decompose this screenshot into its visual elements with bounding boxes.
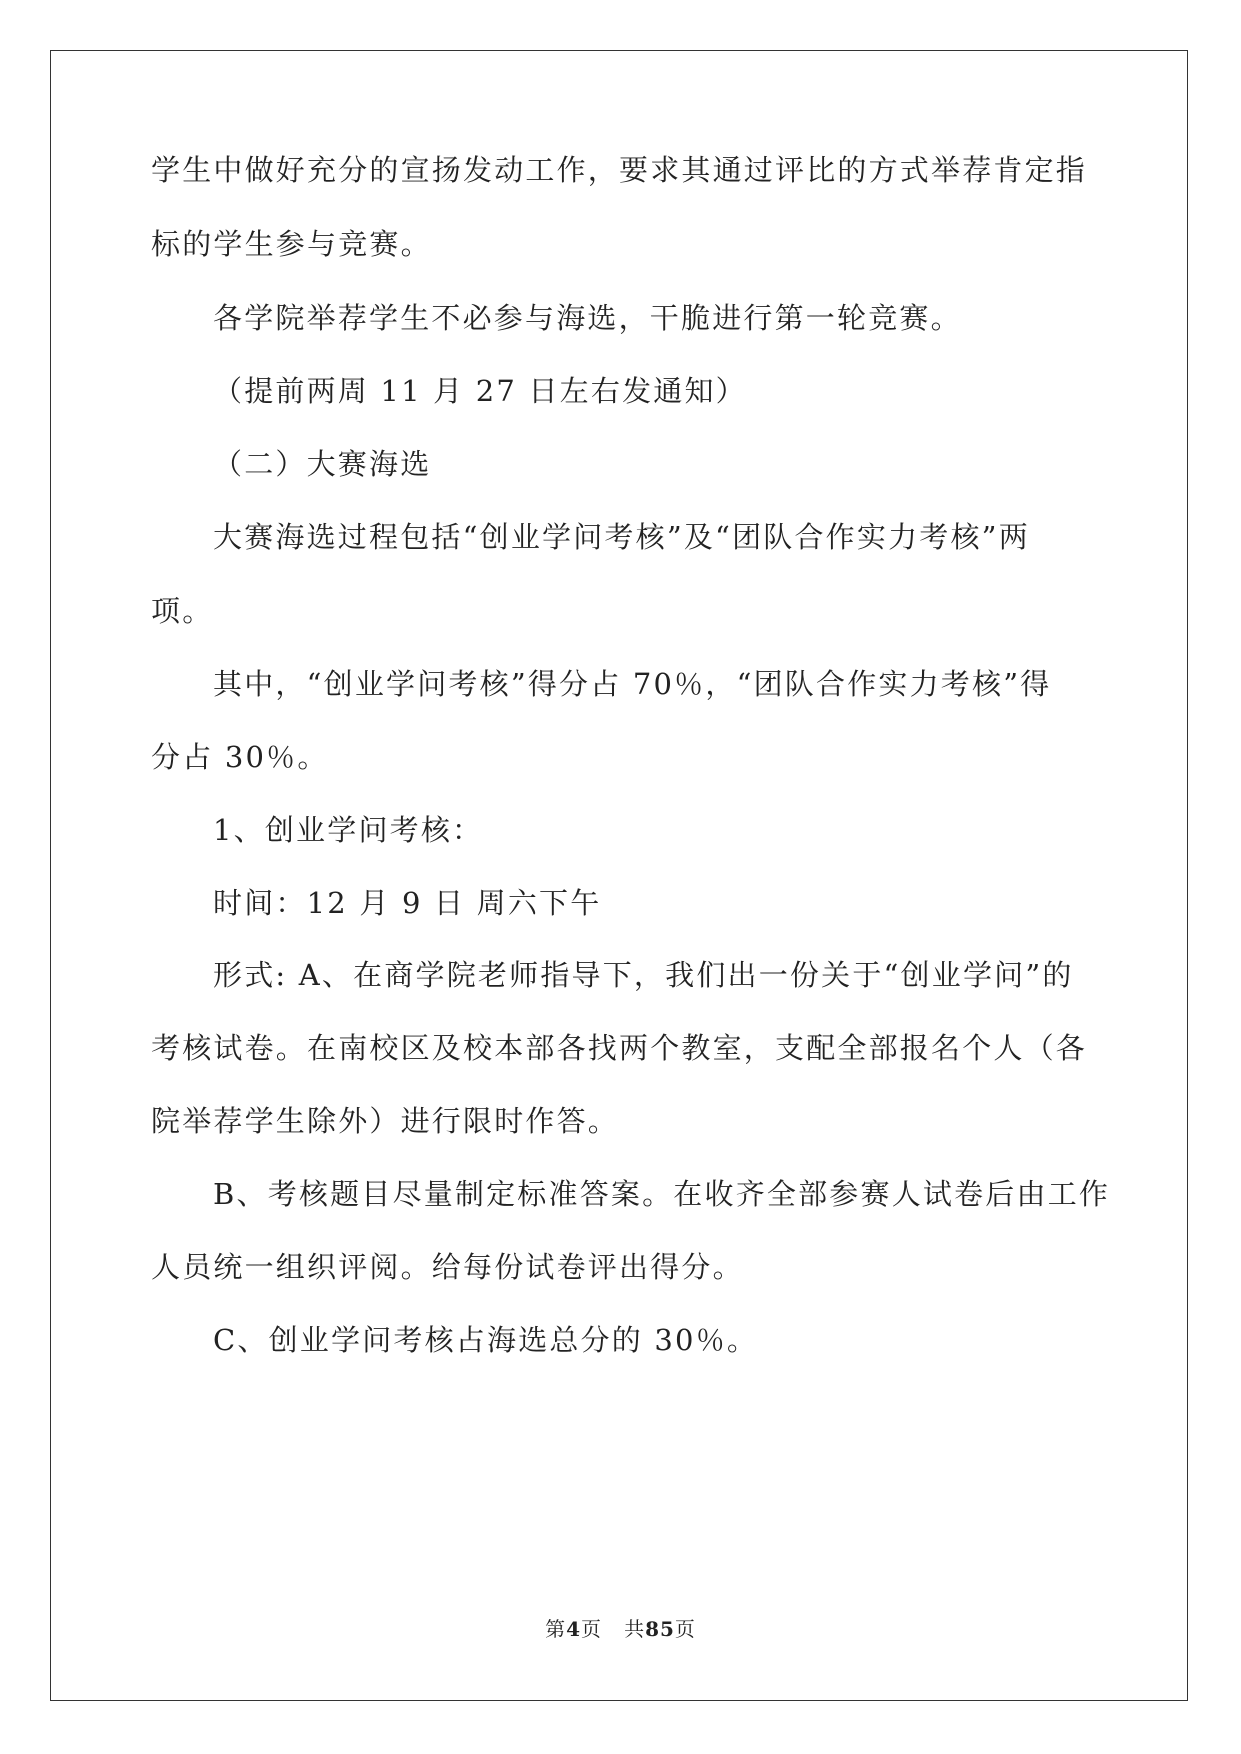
section-heading: （二）大赛海选	[213, 447, 432, 481]
paragraph: B、考核题目尽量制定标准答案。在收齐全部参赛人试卷后由工作	[213, 1177, 1111, 1211]
page-footer	[0, 1616, 1241, 1642]
current-page-number: 4	[566, 1617, 581, 1641]
paragraph: 时间：12 月 9 日 周六下午	[213, 886, 602, 920]
paragraph: 形式: A、在商学院老师指导下，我们出一份关于“创业学问”的	[213, 958, 1074, 992]
text-line: 人员统一组织评阅。给每份试卷评出得分。	[151, 1250, 744, 1284]
total-page-number: 85	[645, 1617, 675, 1641]
subsection-heading: 1、创业学问考核：	[213, 813, 484, 847]
text-line: 考核试卷。在南校区及校本部各找两个教室，支配全部报名个人（各	[151, 1031, 1088, 1065]
text-line: 分占 30％。	[151, 740, 329, 774]
footer-middle: 页 共	[581, 1617, 646, 1641]
paragraph: C、创业学问考核占海选总分的 30％。	[213, 1323, 759, 1357]
text-line: 院举荐学生除外）进行限时作答。	[151, 1104, 620, 1138]
text-line: 学生中做好充分的宣扬发动工作，要求其通过评比的方式举荐肯定指	[151, 153, 1088, 187]
paragraph: 大赛海选过程包括“创业学问考核”及“团队合作实力考核”两	[213, 520, 1030, 554]
paragraph: 各学院举荐学生不必参与海选，干脆进行第一轮竞赛。	[213, 301, 962, 335]
text-line: 标的学生参与竞赛。	[151, 227, 432, 261]
footer-prefix: 第	[545, 1617, 567, 1641]
footer-suffix: 页	[674, 1617, 696, 1641]
paragraph: 其中，“创业学问考核”得分占 70％，“团队合作实力考核”得	[213, 667, 1052, 701]
text-line: 项。	[151, 594, 214, 628]
paragraph: （提前两周 11 月 27 日左右发通知）	[213, 374, 747, 408]
